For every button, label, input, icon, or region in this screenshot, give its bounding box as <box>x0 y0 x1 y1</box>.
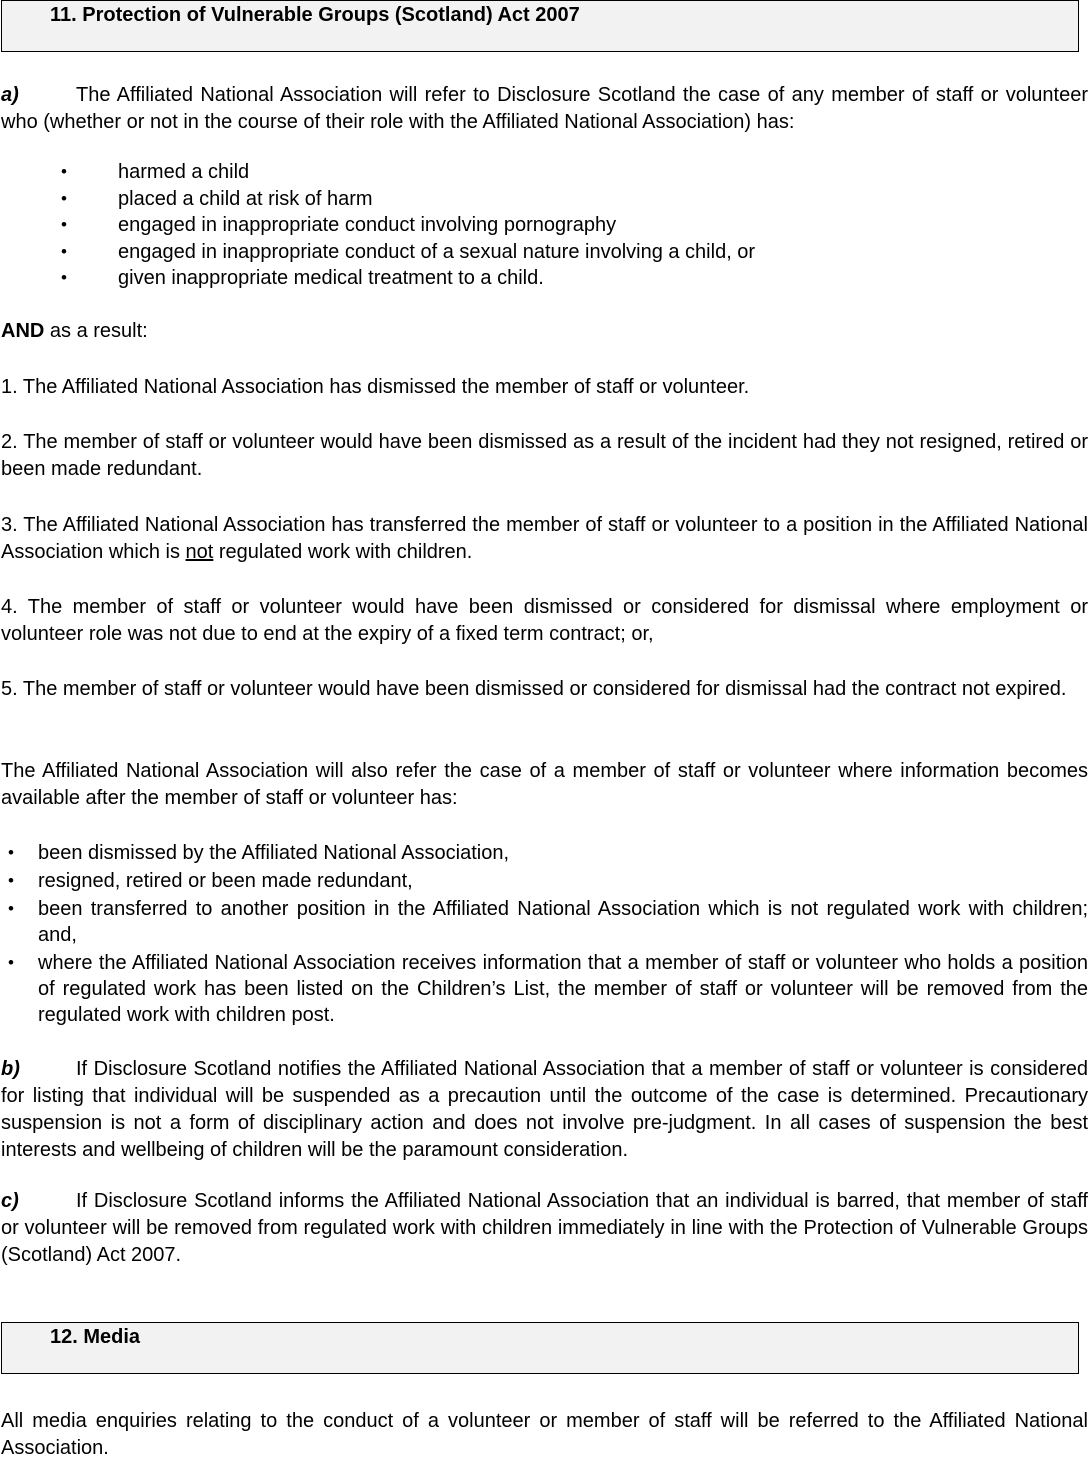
list-item: • harmed a child <box>61 161 250 183</box>
list-item: • been transferred to another position in the Affiliated National Association which is not regulated work with children; and, <box>8 898 1088 946</box>
paragraph-a <box>1 82 1088 136</box>
section-12-title: 12. Media <box>50 1326 141 1348</box>
bullet-icon: • <box>8 871 14 890</box>
bullet-icon: • <box>61 188 67 208</box>
list-item: • been dismissed by the Affiliated National Association, <box>8 842 510 864</box>
list-item: • where the Affiliated National Association receives information that a member of staff or volunteer who holds a position of regulated work has been listed on the Children’s List, the member of staff or volunteer will be removed from the regulated work with children post. <box>8 952 1088 1026</box>
numbered-item-1: 1. The Affiliated National Association has dismissed the member of staff or volunteer. <box>1 376 750 398</box>
paragraph-a-text: The Affiliated National Association will refer to Disclosure Scotland the case of any member of staff or volunteer who (whether or not in the course of their role with the Affiliated National Association) has: <box>1 84 1088 133</box>
numbered-item-5: 5. The member of staff or volunteer would have been dismissed or considered for dismissal had the contract not expired. <box>1 678 1067 700</box>
bullet-icon: • <box>61 241 67 261</box>
paragraph-b-text: If Disclosure Scotland notifies the Affiliated National Association that a member of staff or volunteer is considered for listing that individual will be suspended as a precaution until the outcome of the case is determined. Precautionary suspension is not a form of disciplinary action and does not involve pre-judgment. In all cases of suspension the best interests and wellbeing of children will be the paramount consideration. <box>1 1058 1088 1161</box>
after-info-bullet-list <box>0 840 1088 1030</box>
numbered-item-2: 2. The member of staff or volunteer would have been dismissed as a result of the incident had they not resigned, retired or been made redundant. <box>1 431 1088 480</box>
list-item: • resigned, retired or been made redundant, <box>8 870 413 892</box>
numbered-item-3: 3. The Affiliated National Association has transferred the member of staff or volunteer to a position in the Affiliated National Association which is not regulated work with children. <box>1 514 1088 563</box>
paragraph-b-label: b) <box>1 1058 20 1080</box>
section-11-header <box>1 0 1079 52</box>
paragraph-c <box>1 1188 1088 1269</box>
bullet-icon: • <box>61 268 67 287</box>
also-refer-paragraph: The Affiliated National Association will also refer the case of a member of staff or volunteer where information becomes available after the member of staff or volunteer has: <box>1 760 1088 809</box>
list-item: • placed a child at risk of harm <box>61 187 373 210</box>
paragraph-c-text: If Disclosure Scotland informs the Affiliated National Association that an individual is barred, that member of staff or volunteer will be removed from regulated work with children immediately in line with the Protection of Vulnerable Groups (Scotland) Act 2007. <box>1 1190 1088 1266</box>
section-12-header <box>1 1322 1079 1374</box>
bullet-icon: • <box>61 215 67 234</box>
bullet-icon: • <box>8 843 14 862</box>
media-paragraph: All media enquiries relating to the conduct of a volunteer or member of staff will be referred to the Affiliated National Association. <box>1 1410 1088 1459</box>
list-item: • given inappropriate medical treatment to a child. <box>61 267 544 289</box>
paragraph-b <box>1 1056 1088 1164</box>
numbered-item-4: 4. The member of staff or volunteer would have been dismissed or considered for dismissal where employment or volunteer role was not due to end at the expiry of a fixed term contract; or, <box>1 596 1088 645</box>
list-item: • engaged in inappropriate conduct of a sexual nature involving a child, or <box>61 240 756 263</box>
bullet-icon: • <box>8 953 14 972</box>
and-result-line: AND as a result: <box>1 320 148 342</box>
harm-bullet-list <box>0 159 1088 292</box>
paragraph-a-label: a) <box>1 84 19 106</box>
bullet-icon: • <box>61 162 67 181</box>
paragraph-c-label: c) <box>1 1190 19 1212</box>
section-11-title: 11. Protection of Vulnerable Groups (Scotland) Act 2007 <box>50 4 580 26</box>
bullet-icon: • <box>8 899 14 918</box>
list-item: • engaged in inappropriate conduct involving pornography <box>61 214 617 236</box>
